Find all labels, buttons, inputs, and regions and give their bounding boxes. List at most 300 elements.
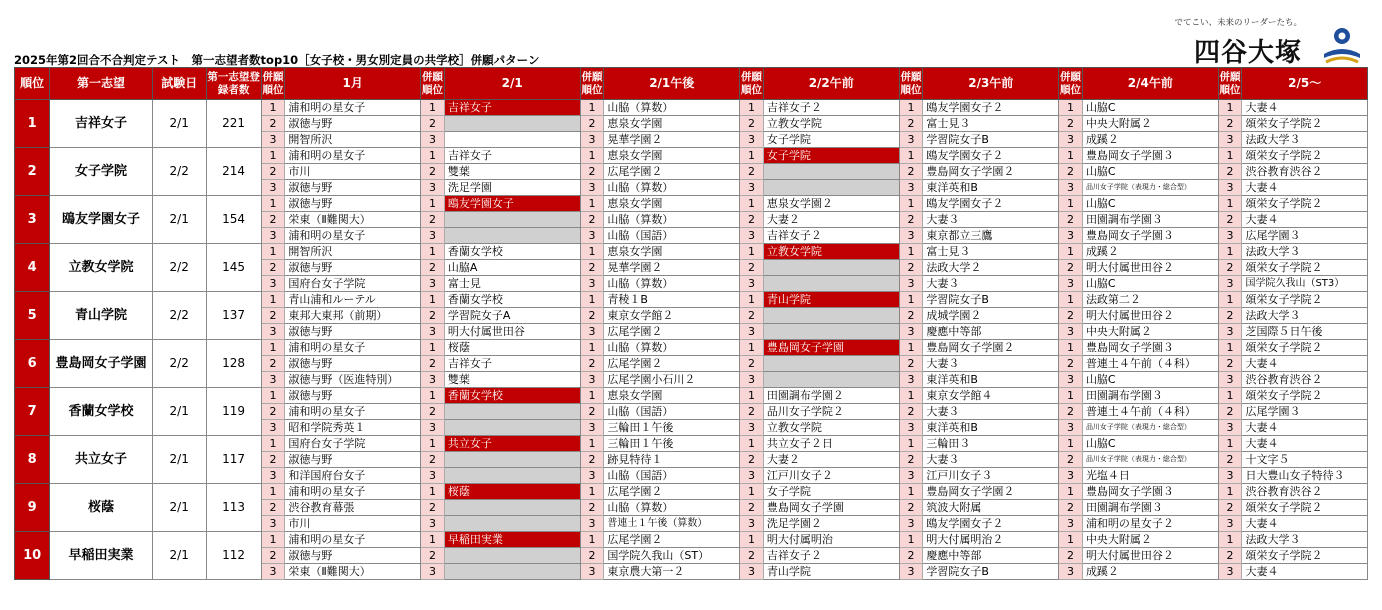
school-cell: 江戸川女子２ [763, 468, 899, 484]
school-cell: 浦和明の星女子 [285, 148, 421, 164]
school-cell: 青稜１B [604, 292, 740, 308]
order-number: 3 [1218, 180, 1242, 196]
order-number: 2 [1059, 452, 1083, 468]
order-number: 2 [1059, 164, 1083, 180]
school-cell: 東京女学館２ [604, 308, 740, 324]
order-number: 2 [1059, 116, 1083, 132]
school-cell: 恵泉女学園 [604, 388, 740, 404]
order-number: 1 [261, 100, 285, 116]
order-number: 2 [421, 404, 445, 420]
order-number: 2 [740, 260, 764, 276]
order-number: 1 [899, 292, 923, 308]
order-number: 1 [421, 484, 445, 500]
order-number: 1 [421, 148, 445, 164]
header-date-2: 2/1午後 [604, 68, 740, 100]
school-cell: 国学院久我山（ST） [604, 548, 740, 564]
order-number: 3 [1059, 276, 1083, 292]
school-name: 鴎友学園女子 [50, 196, 153, 244]
order-number: 2 [1218, 548, 1242, 564]
school-cell: 国学院久我山（ST3） [1242, 276, 1368, 292]
order-number: 2 [580, 452, 604, 468]
order-number: 3 [740, 228, 764, 244]
header-order: 併願順位 [421, 68, 445, 100]
school-cell: 十文字５ [1242, 452, 1368, 468]
school-cell: 富士見 [444, 276, 580, 292]
order-number: 2 [740, 404, 764, 420]
school-cell: 富士見３ [923, 116, 1059, 132]
school-name: 立教女学院 [50, 244, 153, 292]
order-number: 2 [1059, 308, 1083, 324]
order-number: 1 [580, 532, 604, 548]
school-cell: 恵泉女学園 [604, 196, 740, 212]
order-number: 2 [1218, 356, 1242, 372]
school-cell: 吉祥女子 [444, 148, 580, 164]
school-cell: 香蘭女学校 [444, 244, 580, 260]
registrant-count: 145 [206, 244, 261, 292]
school-cell: 慶應中等部 [923, 324, 1059, 340]
school-name: 女子学院 [50, 148, 153, 196]
exam-date: 2/2 [152, 244, 206, 292]
table-row [15, 100, 1368, 116]
order-number: 3 [580, 276, 604, 292]
order-number: 2 [740, 212, 764, 228]
order-number: 3 [740, 372, 764, 388]
order-number: 1 [1059, 340, 1083, 356]
school-cell: 普連土４午前（４科） [1082, 356, 1218, 372]
order-number: 2 [899, 164, 923, 180]
school-cell: 広尾学園３ [1242, 404, 1368, 420]
order-number: 2 [1059, 356, 1083, 372]
yotsuya-otsuka-logo-icon [1320, 24, 1364, 68]
school-cell: 洗足学園 [444, 180, 580, 196]
school-cell: 明大付属明治２ [923, 532, 1059, 548]
school-cell: 広尾学園２ [604, 164, 740, 180]
order-number: 1 [740, 532, 764, 548]
school-cell: 跡見特待１ [604, 452, 740, 468]
school-cell: 成蹊２ [1082, 564, 1218, 580]
order-number: 2 [580, 116, 604, 132]
registrant-count: 112 [206, 532, 261, 580]
school-cell: 東洋英和B [923, 372, 1059, 388]
school-name: 共立女子 [50, 436, 153, 484]
order-number: 2 [421, 356, 445, 372]
school-cell: 恵泉女学園 [604, 116, 740, 132]
order-number: 3 [740, 132, 764, 148]
school-cell: 学習院女子A [444, 308, 580, 324]
order-number: 1 [580, 148, 604, 164]
school-cell: 山脇C [1082, 276, 1218, 292]
school-cell: 大妻４ [1242, 436, 1368, 452]
school-cell: 品川女子学院（表現力・総合型） [1082, 452, 1218, 468]
school-cell: 頌栄女子学院２ [1242, 388, 1368, 404]
school-cell: 広尾学園３ [1242, 228, 1368, 244]
order-number: 2 [1218, 452, 1242, 468]
order-number: 1 [1059, 532, 1083, 548]
order-number: 2 [899, 116, 923, 132]
header-date-0: 1月 [285, 68, 421, 100]
rank-cell: 10 [15, 532, 50, 580]
school-cell: 豊島岡女子学園３ [1082, 228, 1218, 244]
header-order: 併願順位 [1218, 68, 1242, 100]
order-number: 1 [421, 388, 445, 404]
header-date-4: 2/3午前 [923, 68, 1059, 100]
school-cell: 鴎友学園女子２ [923, 196, 1059, 212]
school-cell: 山脇（算数） [604, 180, 740, 196]
order-number: 1 [1218, 340, 1242, 356]
exam-date: 2/1 [152, 532, 206, 580]
order-number: 1 [1059, 388, 1083, 404]
school-cell: 市川 [285, 516, 421, 532]
order-number: 3 [1218, 420, 1242, 436]
school-cell: 吉祥女子２ [763, 100, 899, 116]
header-order: 併願順位 [1059, 68, 1083, 100]
school-cell: 吉祥女子 [444, 356, 580, 372]
order-number: 3 [261, 372, 285, 388]
order-number: 2 [1218, 164, 1242, 180]
order-number: 3 [421, 420, 445, 436]
school-name: 香蘭女学校 [50, 388, 153, 436]
school-cell: 大妻４ [1242, 564, 1368, 580]
rank-cell: 1 [15, 100, 50, 148]
order-number: 2 [1218, 260, 1242, 276]
school-cell [444, 516, 580, 532]
order-number: 2 [1218, 116, 1242, 132]
school-cell: 鴎友学園女子２ [923, 100, 1059, 116]
school-cell [763, 308, 899, 324]
school-cell [444, 132, 580, 148]
school-cell: 田園調布学園３ [1082, 388, 1218, 404]
school-cell: 品川女子学院（表現力・総合型） [1082, 180, 1218, 196]
school-cell [444, 228, 580, 244]
order-number: 2 [899, 548, 923, 564]
order-number: 2 [1059, 212, 1083, 228]
school-cell: 雙葉 [444, 164, 580, 180]
order-number: 1 [261, 292, 285, 308]
school-name: 吉祥女子 [50, 100, 153, 148]
school-cell: 淑徳与野 [285, 116, 421, 132]
order-number: 3 [1059, 516, 1083, 532]
order-number: 3 [1218, 276, 1242, 292]
school-cell: 青山学院 [763, 292, 899, 308]
order-number: 2 [421, 260, 445, 276]
order-number: 1 [1059, 100, 1083, 116]
school-cell [444, 420, 580, 436]
school-cell: 学習院女子B [923, 564, 1059, 580]
school-cell: 渋谷教育渋谷２ [1242, 164, 1368, 180]
exam-date: 2/2 [152, 148, 206, 196]
order-number: 1 [261, 340, 285, 356]
exam-date: 2/1 [152, 436, 206, 484]
order-number: 2 [740, 500, 764, 516]
school-cell: 淑徳与野 [285, 548, 421, 564]
table-row [15, 148, 1368, 164]
order-number: 3 [580, 516, 604, 532]
school-cell: 雙葉 [444, 372, 580, 388]
order-number: 3 [261, 324, 285, 340]
order-number: 2 [899, 500, 923, 516]
order-number: 1 [1218, 292, 1242, 308]
order-number: 3 [261, 276, 285, 292]
school-cell: 頌栄女子学院２ [1242, 116, 1368, 132]
school-cell: 富士見３ [923, 244, 1059, 260]
header-date-1: 2/1 [444, 68, 580, 100]
school-cell: 大妻３ [923, 212, 1059, 228]
school-cell: 法政大学３ [1242, 244, 1368, 260]
school-cell: 開智所沢 [285, 132, 421, 148]
school-cell: 青山浦和ルーテル [285, 292, 421, 308]
order-number: 1 [899, 196, 923, 212]
exam-date: 2/1 [152, 100, 206, 148]
school-cell: 晃華学園２ [604, 132, 740, 148]
school-cell: 桜蔭 [444, 340, 580, 356]
registrant-count: 117 [206, 436, 261, 484]
school-cell: 法政大学２ [923, 260, 1059, 276]
order-number: 1 [1218, 388, 1242, 404]
order-number: 3 [421, 132, 445, 148]
order-number: 3 [740, 516, 764, 532]
order-number: 2 [421, 212, 445, 228]
order-number: 2 [740, 548, 764, 564]
order-number: 2 [1059, 404, 1083, 420]
order-number: 2 [899, 212, 923, 228]
order-number: 2 [261, 212, 285, 228]
school-cell: 成蹊２ [1082, 132, 1218, 148]
order-number: 3 [899, 276, 923, 292]
school-cell: 普連土４午前（４科） [1082, 404, 1218, 420]
school-cell: 品川女子学院２ [763, 404, 899, 420]
school-cell: 頌栄女子学院２ [1242, 148, 1368, 164]
order-number: 3 [1059, 132, 1083, 148]
table-row [15, 292, 1368, 308]
school-cell: 山脇（算数） [604, 340, 740, 356]
table-row [15, 388, 1368, 404]
order-number: 3 [899, 372, 923, 388]
registrant-count: 221 [206, 100, 261, 148]
order-number: 2 [261, 308, 285, 324]
school-cell: 淑徳与野 [285, 452, 421, 468]
order-number: 1 [421, 244, 445, 260]
school-cell: 昭和学院秀英１ [285, 420, 421, 436]
order-number: 3 [580, 324, 604, 340]
school-cell: 頌栄女子学院２ [1242, 500, 1368, 516]
order-number: 2 [899, 452, 923, 468]
school-cell: 山脇C [1082, 100, 1218, 116]
rank-cell: 5 [15, 292, 50, 340]
order-number: 1 [740, 148, 764, 164]
school-cell: 東洋英和B [923, 180, 1059, 196]
order-number: 2 [1059, 260, 1083, 276]
school-cell: 山脇（国語） [604, 468, 740, 484]
order-number: 1 [421, 100, 445, 116]
order-number: 2 [261, 548, 285, 564]
order-number: 1 [580, 292, 604, 308]
order-number: 1 [421, 292, 445, 308]
order-number: 2 [261, 452, 285, 468]
order-number: 3 [899, 132, 923, 148]
header-date-3: 2/2午前 [763, 68, 899, 100]
header-rank: 順位 [15, 68, 50, 100]
order-number: 2 [1218, 404, 1242, 420]
rank-cell: 4 [15, 244, 50, 292]
school-cell: 明大付属世田谷２ [1082, 260, 1218, 276]
header-registrants: 第一志望登録者数 [206, 68, 261, 100]
school-name: 青山学院 [50, 292, 153, 340]
school-cell: 吉祥女子２ [763, 548, 899, 564]
school-cell: 法政大学３ [1242, 132, 1368, 148]
header-order: 併願順位 [261, 68, 285, 100]
school-cell: 大妻３ [923, 276, 1059, 292]
school-cell: 大妻２ [763, 212, 899, 228]
order-number: 2 [1059, 500, 1083, 516]
school-cell: 浦和明の星女子 [285, 404, 421, 420]
order-number: 3 [740, 180, 764, 196]
order-number: 1 [580, 100, 604, 116]
school-cell: 豊島岡女子学園 [763, 500, 899, 516]
order-number: 2 [580, 308, 604, 324]
order-number: 3 [1059, 228, 1083, 244]
school-cell: 鴎友学園女子２ [923, 148, 1059, 164]
school-cell: 三輪田１午後 [604, 420, 740, 436]
school-cell: 青山学院 [763, 564, 899, 580]
school-cell: 豊島岡女子学園３ [1082, 484, 1218, 500]
school-cell [763, 372, 899, 388]
order-number: 1 [899, 340, 923, 356]
pattern-table [14, 67, 1368, 580]
school-cell: 明大付属明治 [763, 532, 899, 548]
registrant-count: 137 [206, 292, 261, 340]
header-row [15, 68, 1368, 100]
order-number: 3 [1059, 420, 1083, 436]
school-cell [444, 404, 580, 420]
school-cell: 大妻４ [1242, 100, 1368, 116]
table-body [15, 100, 1368, 580]
page-title: 2025年第2回合不合判定テスト 第一志望者数top10［女子校・男女別定員の共学校］併願パターン [14, 53, 540, 67]
order-number: 1 [899, 244, 923, 260]
order-number: 3 [421, 180, 445, 196]
order-number: 1 [421, 436, 445, 452]
school-cell: 恵泉女学園 [604, 244, 740, 260]
school-cell: 東邦大東邦（前期） [285, 308, 421, 324]
school-cell: 学習院女子B [923, 292, 1059, 308]
order-number: 2 [580, 164, 604, 180]
school-cell: 慶應中等部 [923, 548, 1059, 564]
school-cell: 大妻３ [923, 404, 1059, 420]
order-number: 1 [261, 388, 285, 404]
order-number: 3 [1059, 372, 1083, 388]
school-cell: 豊島岡女子学園２ [923, 484, 1059, 500]
school-cell: 中央大附属２ [1082, 324, 1218, 340]
order-number: 2 [740, 116, 764, 132]
order-number: 2 [740, 164, 764, 180]
table-row [15, 244, 1368, 260]
order-number: 2 [261, 260, 285, 276]
exam-date: 2/1 [152, 388, 206, 436]
school-cell: 香蘭女学校 [444, 388, 580, 404]
school-cell: 明大付属世田谷２ [1082, 308, 1218, 324]
table-row [15, 340, 1368, 356]
order-number: 1 [261, 244, 285, 260]
order-number: 3 [1218, 564, 1242, 580]
order-number: 2 [580, 260, 604, 276]
school-cell: 山脇C [1082, 436, 1218, 452]
order-number: 1 [899, 532, 923, 548]
order-number: 3 [261, 420, 285, 436]
school-cell: 山脇C [1082, 372, 1218, 388]
order-number: 1 [421, 196, 445, 212]
order-number: 3 [261, 228, 285, 244]
order-number: 1 [1059, 244, 1083, 260]
exam-date: 2/1 [152, 196, 206, 244]
school-cell: 成蹊２ [1082, 244, 1218, 260]
order-number: 1 [421, 532, 445, 548]
order-number: 2 [740, 308, 764, 324]
order-number: 1 [421, 340, 445, 356]
school-cell: 広尾学園２ [604, 324, 740, 340]
exam-date: 2/2 [152, 292, 206, 340]
header-date-5: 2/4午前 [1082, 68, 1218, 100]
order-number: 3 [580, 372, 604, 388]
table-row [15, 196, 1368, 212]
school-cell: 開智所沢 [285, 244, 421, 260]
header-order: 併願順位 [740, 68, 764, 100]
school-cell [444, 500, 580, 516]
school-cell [444, 564, 580, 580]
school-cell: 豊島岡女子学園２ [923, 340, 1059, 356]
school-cell: 頌栄女子学院２ [1242, 260, 1368, 276]
school-cell: 東京農大第一２ [604, 564, 740, 580]
school-cell: 吉祥女子 [444, 100, 580, 116]
school-cell: 法政大学３ [1242, 532, 1368, 548]
school-cell: 浦和明の星女子２ [1082, 516, 1218, 532]
order-number: 3 [740, 324, 764, 340]
order-number: 1 [1059, 484, 1083, 500]
school-cell [763, 276, 899, 292]
order-number: 1 [1218, 244, 1242, 260]
order-number: 1 [261, 484, 285, 500]
order-number: 3 [899, 324, 923, 340]
school-cell [763, 180, 899, 196]
school-cell: 早稲田実業 [444, 532, 580, 548]
school-cell [763, 164, 899, 180]
school-cell: 明大付属世田谷２ [1082, 548, 1218, 564]
school-cell: 頌栄女子学院２ [1242, 548, 1368, 564]
school-cell: 渋谷教育渋谷２ [1242, 372, 1368, 388]
order-number: 3 [1218, 516, 1242, 532]
school-cell: 浦和明の星女子 [285, 484, 421, 500]
school-name: 豊島岡女子学園 [50, 340, 153, 388]
rank-cell: 2 [15, 148, 50, 196]
school-cell: 田園調布学園３ [1082, 212, 1218, 228]
school-cell [763, 260, 899, 276]
order-number: 1 [899, 388, 923, 404]
school-cell: 豊島岡女子学園３ [1082, 148, 1218, 164]
order-number: 1 [580, 244, 604, 260]
school-cell: 山脇C [1082, 196, 1218, 212]
order-number: 2 [1218, 212, 1242, 228]
school-cell [444, 452, 580, 468]
header-first-choice: 第一志望 [50, 68, 153, 100]
school-cell: 栄東（Ⅱ難関大） [285, 212, 421, 228]
school-cell: 山脇（算数） [604, 100, 740, 116]
order-number: 3 [580, 180, 604, 196]
order-number: 1 [1059, 292, 1083, 308]
school-cell: 頌栄女子学院２ [1242, 292, 1368, 308]
order-number: 2 [740, 356, 764, 372]
school-cell: 国府台女子学院 [285, 436, 421, 452]
brand-logo-text: 四谷大塚 [1193, 38, 1302, 68]
order-number: 3 [740, 468, 764, 484]
order-number: 2 [899, 404, 923, 420]
